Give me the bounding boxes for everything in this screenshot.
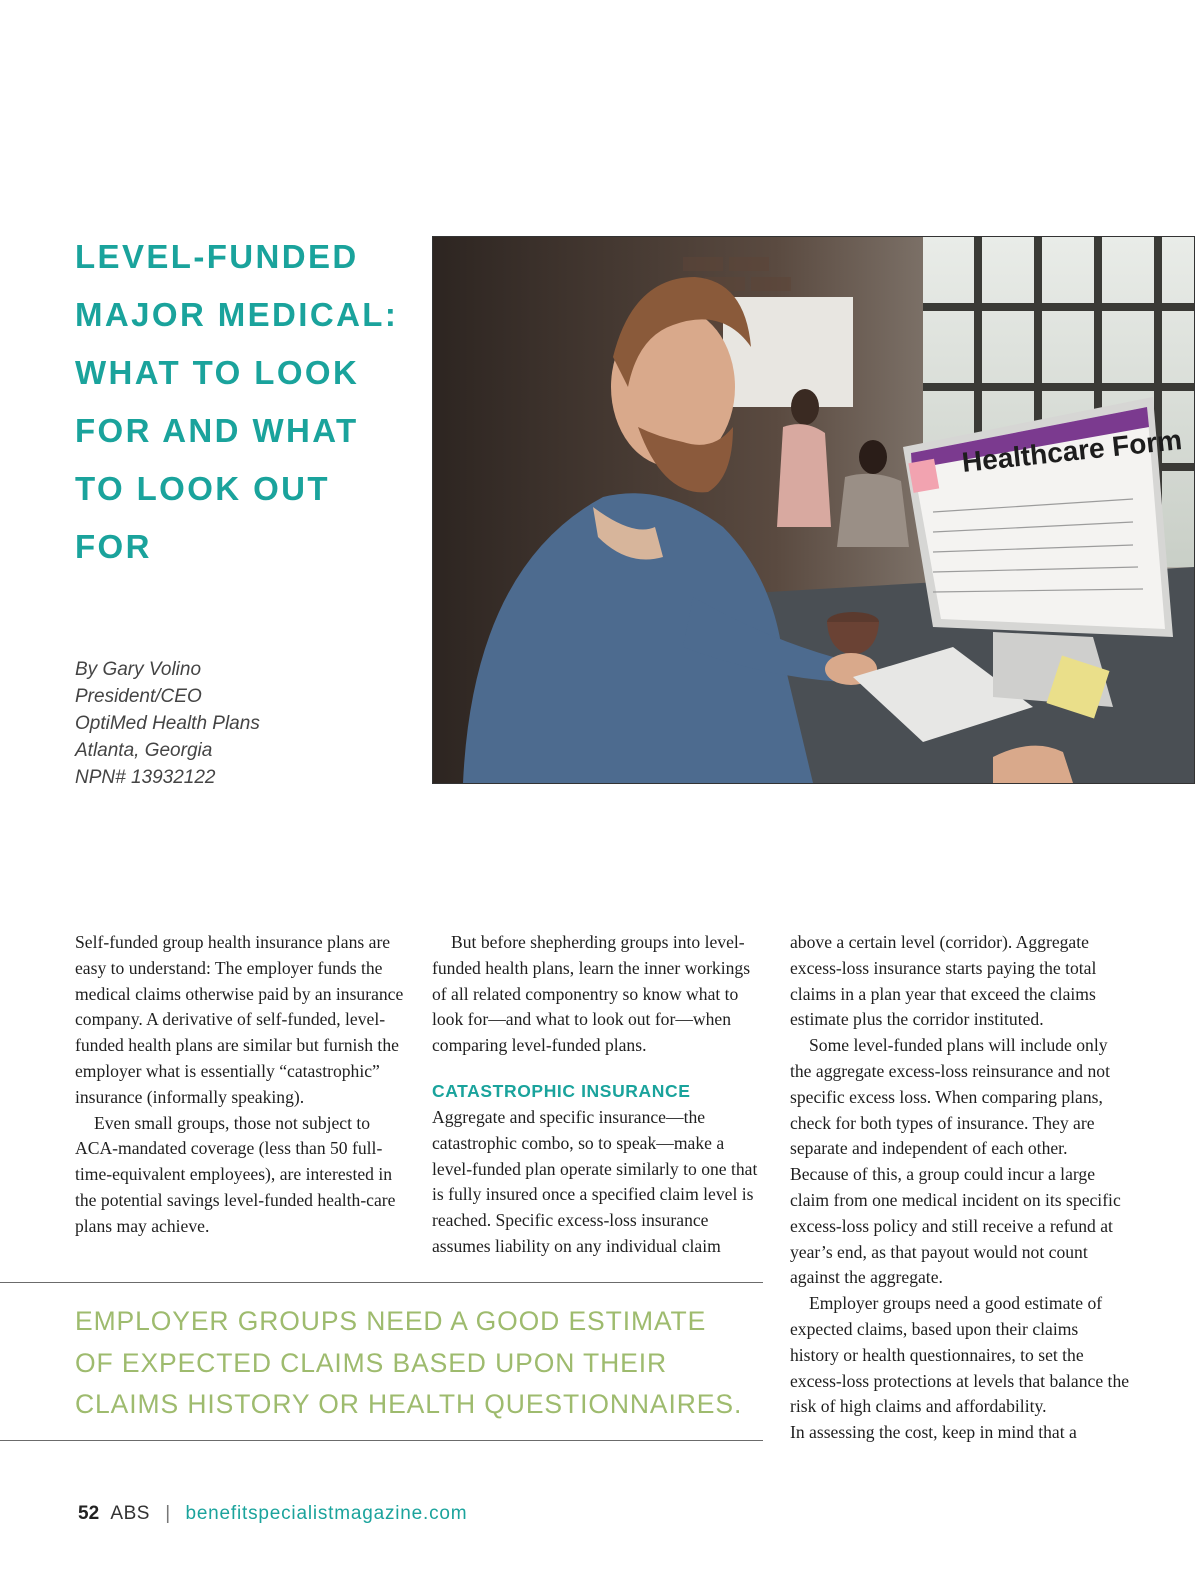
body-paragraph: But before shepherding groups into level-funded health plans, learn the inner workings of all related componentry so know what to look for—and what to look out for—when comparing level-funded plans. (432, 932, 751, 1056)
article-column-2 (432, 930, 767, 1260)
photo-office-computer-icon (433, 237, 1194, 783)
body-paragraph: Employer groups need a good estimate of expected claims, based upon their claims history or health questionnaires, to set the excess-loss protections at levels that balance the risk of high claims and affordability. (790, 1293, 1130, 1417)
author-byline (75, 656, 260, 791)
pullquote-line: EMPLOYER GROUPS NEED A GOOD ESTIMATE (75, 1306, 707, 1336)
headline-line: MAJOR MEDICAL: (75, 296, 399, 333)
footer-separator: | (165, 1503, 171, 1524)
body-paragraph: above a certain level (corridor). Aggregate excess-loss insurance starts paying the total claims in a plan year that exceed the claims estimate plus the corridor instituted. (790, 932, 1097, 1030)
headline-line: FOR AND WHAT (75, 412, 359, 449)
page-footer (78, 1503, 467, 1525)
pullquote-line: CLAIMS HISTORY OR HEALTH QUESTIONNAIRES. (75, 1389, 743, 1419)
byline-npn: NPN# 13932122 (75, 767, 216, 788)
body-paragraph: Self-funded group health insurance plans are easy to understand: The employer funds the medical claims otherwise paid by an insurance company. A derivative of self-funded, level-funded health plans are similar but furnish the employer what is essentially “catastrophic” insurance (informally speaking). (75, 932, 404, 1107)
byline-location: Atlanta, Georgia (75, 740, 213, 761)
section-subhead: CATASTROPHIC INSURANCE (432, 1080, 691, 1101)
article-column-3 (790, 930, 1130, 1446)
body-paragraph: Aggregate and specific insurance—the catastrophic combo, so to speak—make a level-funded plan operate similarly to one that is fully insured once a specified claim level is reached. Specific excess-loss insurance assumes liability on any individual claim (432, 1106, 758, 1256)
article-headline (75, 228, 420, 576)
body-paragraph: In assessing the cost, keep in mind that a (790, 1422, 1077, 1443)
body-paragraph: Some level-funded plans will include only the aggregate excess-loss reinsurance and not specific excess loss. When comparing plans, check for both types of insurance. They are separate and independent of each other. Because of this, a group could incur a large claim from one medical incident on its specific excess-loss policy and still receive a refund at year’s end, as that payout would not count against the aggregate. (790, 1035, 1121, 1288)
pull-quote (75, 1301, 763, 1426)
pullquote-line: OF EXPECTED CLAIMS BASED UPON THEIR (75, 1347, 668, 1378)
pullquote-bottom-divider (0, 1440, 763, 1441)
body-paragraph: Even small groups, those not subject to ACA-mandated coverage (less than 50 full-time-equivalent employees), are interested in the potential savings level-funded health-care plans may achieve. (75, 1112, 396, 1236)
pullquote-top-divider (0, 1282, 763, 1283)
byline-title: President/CEO (75, 686, 202, 707)
article-photo (432, 236, 1195, 784)
headline-line: LEVEL-FUNDED (75, 238, 359, 275)
page-number: 52 (78, 1503, 100, 1524)
article-column-1 (75, 930, 410, 1240)
byline-company: OptiMed Health Plans (75, 713, 260, 734)
website-link[interactable]: benefitspecialistmagazine.com (185, 1503, 468, 1524)
screen-heading: Healthcare Form (960, 424, 1184, 478)
headline-line: WHAT TO LOOK (75, 354, 360, 391)
headline-line: FOR (75, 528, 152, 565)
byline-author: By Gary Volino (75, 659, 202, 680)
magazine-name: ABS (110, 1503, 150, 1524)
headline-line: TO LOOK OUT (75, 470, 330, 507)
